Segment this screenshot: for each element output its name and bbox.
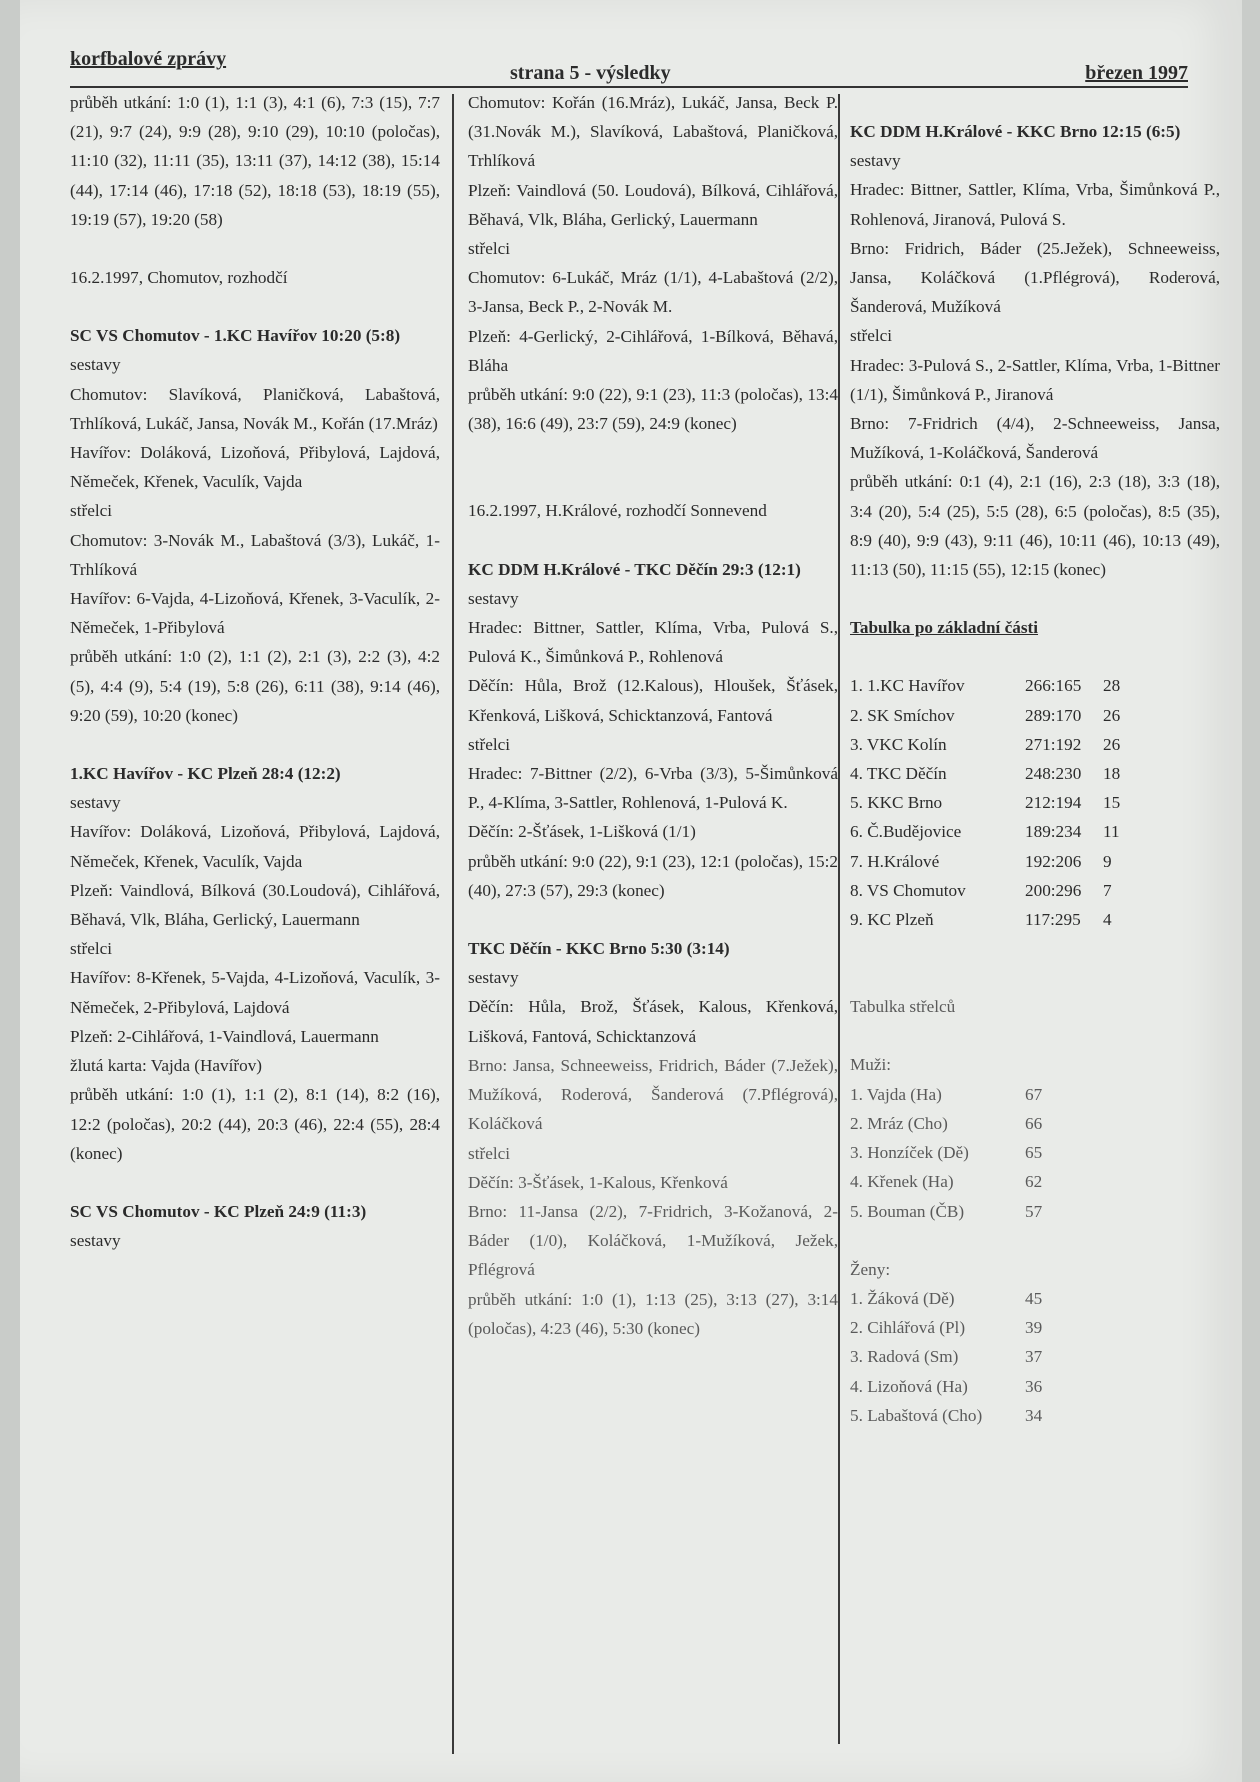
- lineups-label: sestavy: [468, 588, 519, 608]
- table-row: 1. Vajda (Ha) 67: [850, 1084, 1043, 1104]
- women-scorers-table: [850, 1284, 1042, 1430]
- home-lineup: Hradec: Bittner, Sattler, Klíma, Vrba, Pulová S., Pulová K., Šimůnková P., Rohlenová: [468, 618, 838, 667]
- column-3: [850, 88, 1220, 1430]
- away-lineup: Plzeň: Vaindlová, Bílková (30.Loudová), Cihlářová, Běhavá, Vlk, Bláha, Gerlický, Lauermann: [70, 880, 440, 930]
- match-progress: průběh utkání: 9:0 (22), 9:1 (23), 11:3 (poločas), 13:4 (38), 16:6 (49), 23:7 (59), 24:9 (konec): [468, 385, 838, 434]
- away-scorers: Brno: 7-Fridrich (4/4), 2-Schneeweiss, Jansa, Mužíková, 1-Koláčková, Šanderová: [850, 414, 1220, 463]
- match-date-referee: 16.2.1997, H.Králové, rozhodčí Sonnevend: [468, 501, 767, 521]
- column-divider-2: [838, 94, 840, 1744]
- home-lineup: Hradec: Bittner, Sattler, Klíma, Vrba, Šimůnková P., Rohlenová, Jiranová, Pulová S.: [850, 180, 1220, 229]
- lineups-label: sestavy: [468, 968, 519, 988]
- table-row: 2. SK Smíchov 289:170 26: [850, 705, 1121, 725]
- match-date-referee: 16.2.1997, Chomutov, rozhodčí: [70, 268, 288, 288]
- away-scorers: Brno: 11-Jansa (2/2), 7-Fridrich, 3-Kožanová, 2-Báder (1/0), Koláčková, 1-Mužíková, Ježek, Pflégrová: [468, 1201, 838, 1280]
- page-section: strana 5 - výsledky: [510, 62, 671, 84]
- women-label: Ženy:: [850, 1259, 891, 1279]
- match-progress: průběh utkání: 0:1 (4), 2:1 (16), 2:3 (18), 3:3 (18), 3:4 (20), 5:4 (25), 5:5 (28), 6:5 (poločas), 8:5 (35), 8:9 (40), 9:9 (43), 9:11 (46), 10:11 (46), 10:13 (49), 11:13 (50), 11:15 (55), 12:15 (konec): [850, 472, 1220, 580]
- men-label: Muži:: [850, 1055, 892, 1075]
- table-row: 8. VS Chomutov 200:296 7: [850, 880, 1112, 900]
- away-scorers: Plzeň: 2-Cihlářová, 1-Vaindlová, Lauermann: [70, 1026, 379, 1046]
- table-row: 1. Žáková (Dě) 45: [850, 1288, 1043, 1308]
- away-lineup: Brno: Fridrich, Báder (25.Ježek), Schneeweiss, Jansa, Koláčková (1.Pflégrová), Roderová, Šanderová, Mužíková: [850, 238, 1220, 317]
- home-scorers: Hradec: 7-Bittner (2/2), 6-Vrba (3/3), 5-Šimůnková P., 4-Klíma, 3-Sattler, Rohlenová, 1-Pulová K.: [468, 764, 838, 813]
- issue-date: březen 1997: [1085, 62, 1188, 84]
- match-progress: průběh utkání: 1:0 (2), 1:1 (2), 2:1 (3), 2:2 (3), 4:2 (5), 4:4 (9), 5:4 (19), 5:8 (26), 6:11 (38), 9:14 (46), 9:20 (59), 10:20 (konec): [70, 647, 440, 725]
- match-title: SC VS Chomutov - KC Plzeň 24:9 (11:3): [70, 1201, 367, 1221]
- match-title: TKC Děčín - KKC Brno 5:30 (3:14): [468, 939, 730, 959]
- match-title: KC DDM H.Králové - TKC Děčín 29:3 (12:1): [468, 559, 801, 579]
- match-progress: průběh utkání: 9:0 (22), 9:1 (23), 12:1 (poločas), 15:2 (40), 27:3 (57), 29:3 (konec): [468, 851, 838, 900]
- home-lineup: Chomutov: Slavíková, Planičková, Labaštová, Trhlíková, Lukáč, Jansa, Novák M., Kořán (17.Mráz): [70, 384, 440, 433]
- column-divider-1: [452, 94, 454, 1754]
- table-row: 5. KKC Brno 212:194 15: [850, 793, 1121, 813]
- home-lineup: Děčín: Hůla, Brož, Šťásek, Kalous, Křenková, Lišková, Fantová, Schicktanzová: [468, 997, 838, 1046]
- table-row: 7. H.Králové 192:206 9: [850, 851, 1112, 871]
- table-row: 1. 1.KC Havířov 266:165 28: [850, 676, 1121, 696]
- away-scorers: Havířov: 6-Vajda, 4-Lizoňová, Křenek, 3-Vaculík, 2-Němeček, 1-Přibylová: [70, 589, 440, 638]
- table-row: 3. Honzíček (Dě) 65: [850, 1143, 1043, 1163]
- table-row: 4. Lizoňová (Ha) 36: [850, 1376, 1043, 1396]
- scorers-label: střelci: [468, 239, 510, 259]
- home-scorers: Chomutov: 3-Novák M., Labaštová (3/3), Lukáč, 1-Trhlíková: [70, 530, 440, 579]
- away-scorers: Děčín: 2-Šťásek, 1-Lišková (1/1): [468, 822, 696, 842]
- table-row: 4. TKC Děčín 248:230 18: [850, 764, 1121, 784]
- away-lineup: Brno: Jansa, Schneeweiss, Fridrich, Báder (7.Ježek), Mužíková, Roderová, Šanderová (7.Pflégrová), Koláčková: [468, 1055, 838, 1134]
- standings-title: Tabulka po základní části: [850, 618, 1039, 638]
- scorers-label: střelci: [70, 501, 112, 521]
- standings-table: [850, 671, 1120, 934]
- lineups-label: sestavy: [70, 355, 121, 375]
- table-row: 2. Mráz (Cho) 66: [850, 1113, 1043, 1133]
- match-progress: průběh utkání: 1:0 (1), 1:1 (3), 4:1 (6), 7:3 (15), 7:7 (21), 9:7 (24), 9:9 (28), 9:10 (29), 10:10 (poločas), 11:10 (32), 11:11 (35), 13:11 (37), 14:12 (38), 15:14 (44), 17:14 (46), 17:18 (52), 18:18 (53), 18:19 (55), 19:19 (57), 19:20 (58): [70, 93, 440, 229]
- page-header: [70, 48, 1188, 88]
- newsletter-page: [20, 0, 1242, 1782]
- scorers-label: střelci: [850, 326, 892, 346]
- lineups-label: sestavy: [70, 793, 121, 813]
- home-lineup: Chomutov: Kořán (16.Mráz), Lukáč, Jansa, Beck P. (31.Novák M.), Slavíková, Labaštová, Planičková, Trhlíková: [468, 93, 838, 171]
- match-title: KC DDM H.Králové - KKC Brno 12:15 (6:5): [850, 122, 1181, 141]
- away-lineup: Plzeň: Vaindlová (50. Loudová), Bílková, Cihlářová, Běhavá, Vlk, Bláha, Gerlický, Lauermann: [468, 180, 838, 229]
- scorers-label: střelci: [468, 1143, 510, 1163]
- table-row: 5. Bouman (ČB) 57: [850, 1201, 1043, 1221]
- column-1: [70, 88, 440, 1255]
- scorers-label: střelci: [70, 939, 112, 959]
- home-scorers: Hradec: 3-Pulová S., 2-Sattler, Klíma, Vrba, 1-Bittner (1/1), Šimůnková P., Jiranová: [850, 355, 1220, 404]
- home-lineup: Havířov: Doláková, Lizoňová, Přibylová, Lajdová, Němeček, Křenek, Vaculík, Vajda: [70, 822, 440, 871]
- home-scorers: Chomutov: 6-Lukáč, Mráz (1/1), 4-Labaštová (2/2), 3-Jansa, Beck P., 2-Novák M.: [468, 268, 838, 317]
- yellow-card: žlutá karta: Vajda (Havířov): [70, 1056, 263, 1076]
- table-row: 3. VKC Kolín 271:192 26: [850, 734, 1121, 754]
- match-title: 1.KC Havířov - KC Plzeň 28:4 (12:2): [70, 764, 341, 784]
- home-scorers: Havířov: 8-Křenek, 5-Vajda, 4-Lizoňová, Vaculík, 3-Němeček, 2-Přibylová, Lajdová: [70, 968, 440, 1017]
- table-row: 6. Č.Budějovice 189:234 11: [850, 822, 1120, 842]
- table-row: 9. KC Plzeň 117:295 4: [850, 910, 1112, 930]
- men-scorers-table: [850, 1080, 1042, 1226]
- publication-title: korfbalové zprávy: [70, 48, 227, 70]
- scorers-label: střelci: [468, 734, 510, 754]
- column-2: [468, 88, 838, 1343]
- table-row: 3. Radová (Sm) 37: [850, 1347, 1043, 1367]
- scorers-table-title: Tabulka střelců: [850, 997, 956, 1017]
- table-row: 5. Labaštová (Cho) 34: [850, 1405, 1043, 1425]
- table-row: 4. Křenek (Ha) 62: [850, 1172, 1043, 1192]
- lineups-label: sestavy: [70, 1231, 121, 1251]
- match-progress: průběh utkání: 1:0 (1), 1:1 (2), 8:1 (14), 8:2 (16), 12:2 (poločas), 20:2 (44), 20:3 (46), 22:4 (55), 28:4 (konec): [70, 1085, 440, 1163]
- match-progress: průběh utkání: 1:0 (1), 1:13 (25), 3:13 (27), 3:14 (poločas), 4:23 (46), 5:30 (konec): [468, 1289, 838, 1338]
- away-scorers: Plzeň: 4-Gerlický, 2-Cihlářová, 1-Bílková, Běhavá, Bláha: [468, 326, 838, 375]
- match-title: SC VS Chomutov - 1.KC Havířov 10:20 (5:8): [70, 326, 401, 346]
- away-lineup: Havířov: Doláková, Lizoňová, Přibylová, Lajdová, Němeček, Křenek, Vaculík, Vajda: [70, 443, 440, 492]
- table-row: 2. Cihlářová (Pl) 39: [850, 1318, 1043, 1338]
- lineups-label: sestavy: [850, 151, 901, 171]
- away-lineup: Děčín: Hůla, Brož (12.Kalous), Hloušek, Šťásek, Křenková, Lišková, Schicktanzová, Fantová: [468, 676, 838, 725]
- home-scorers: Děčín: 3-Šťásek, 1-Kalous, Křenková: [468, 1172, 728, 1192]
